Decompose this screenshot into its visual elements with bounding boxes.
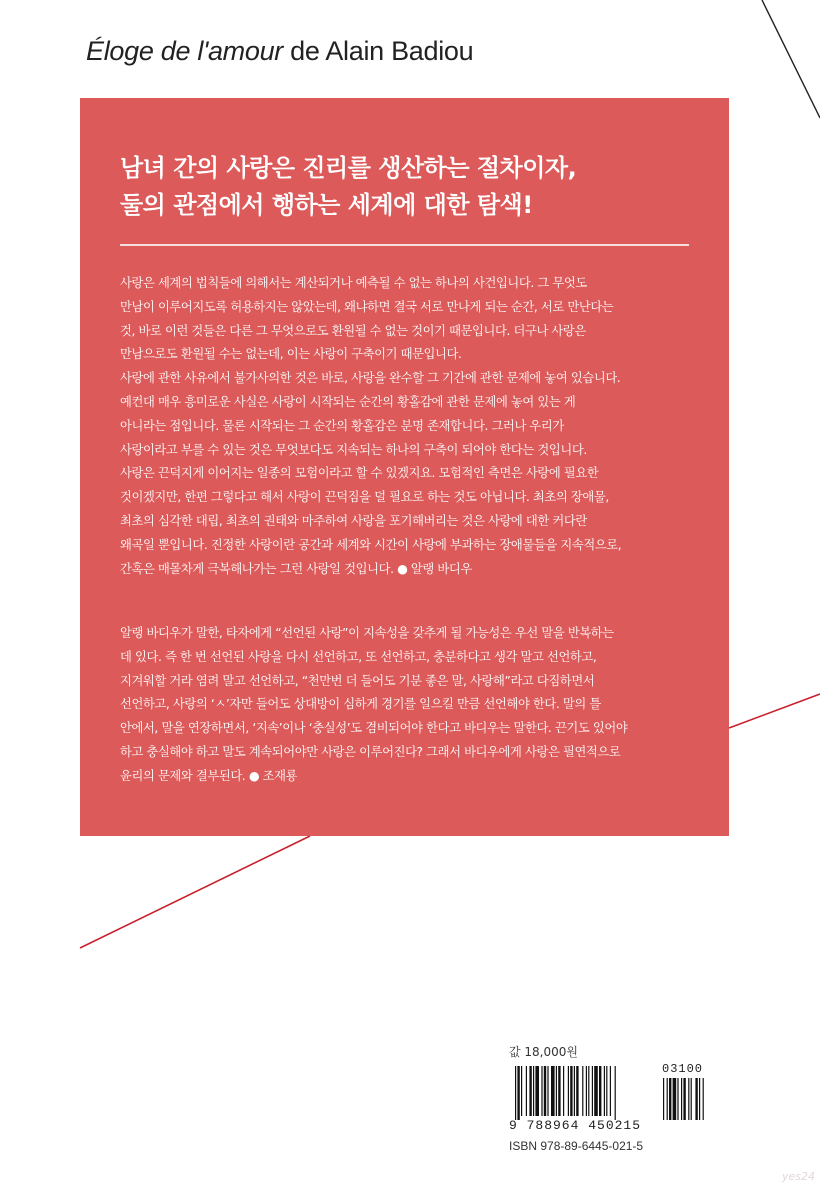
divider-rule [120,244,689,246]
addon-bar [683,1078,685,1120]
text-line: 아니라는 점입니다. 물론 시작되는 그 순간의 황홀감은 분명 존재합니다. 그러나 우리가 [120,418,564,433]
text-line: 예컨대 매우 흥미로운 사실은 사랑이 시작되는 순간의 황홀감에 관한 문제에 놓여 있는 게 [120,394,576,409]
text-line: 왜곡일 뿐입니다. 진정한 사랑이란 공간과 세계와 시간이 사랑에 부과하는 장애물들을 지속적으로, [120,537,622,552]
addon-bar [703,1078,704,1120]
barcode-bar [568,1066,569,1116]
addon-bar [663,1078,664,1120]
quote-badiou [120,272,693,581]
headline [120,150,576,224]
headline-line: 남녀 간의 사랑은 진리를 생산하는 절차이자, [120,154,577,182]
barcode-bar [586,1066,587,1116]
text-line: 만남으로도 환원될 수는 없는데, 이는 사랑이 구축이기 때문입니다. [120,347,462,362]
text-line: 것, 바로 이런 것들은 다른 그 무엇으로도 환원될 수 없는 것이기 때문입니다. 더구나 사랑은 [120,323,586,338]
barcode-bar [582,1066,583,1116]
barcode-bar [558,1066,560,1116]
text-line: 지겨워할 거라 염려 말고 선언하고, “천만번 더 들어도 기분 좋은 말, 사랑해”라고 다짐하면서 [120,673,595,688]
addon-bar [695,1078,697,1120]
addon-bar [677,1078,678,1120]
barcode-bar [563,1066,564,1116]
price-label: 값 18,000원 [509,1045,578,1059]
text-line: 사랑이라고 부를 수 있는 것은 무엇보다도 지속되는 하나의 구축이 되어야 한다는 것입니다. [120,442,587,457]
addon-bar [691,1078,692,1120]
barcode-bar [521,1066,522,1116]
addon-barcode-bars [663,1078,704,1120]
commentary-jojaeryong [120,622,693,789]
barcode-bar [551,1066,555,1116]
barcode-bar [517,1066,519,1120]
barcode-bar [588,1066,589,1116]
barcode-bar [606,1066,607,1116]
addon-bar [673,1078,677,1120]
text-line: 알랭 바디우가 말한, 타자에게 “선언된 사랑”이 지속성을 갖추게 될 가능성은 우선 말을 반복하는 [120,626,614,640]
text-line: 윤리의 문제와 결부된다. ● 조재룡 [120,768,298,783]
addon-number: 03100 [662,1062,704,1076]
barcode-bar [526,1066,527,1116]
headline-line: 둘의 관점에서 행하는 세계에 대한 탐색! [120,191,533,219]
text-line: 안에서, 말을 연장하면서, ‘지속’이나 ‘충실성’도 겸비되어야 한다고 바디우는 말한다. 끈기도 있어야 [120,721,628,736]
addon-bar [699,1078,700,1120]
barcode-bar [592,1066,593,1116]
text-line: 선언하고, 사랑의 ‘ㅅ’자만 들어도 상대방이 심하게 경기를 일으킬 만큼 선언해야 한다. 말의 틀 [120,697,601,712]
red-text-panel [80,98,729,836]
addon-bar [669,1078,671,1120]
text-line: 만남이 이루어지도록 허용하지는 않았는데, 왜냐하면 결국 서로 만나게 되는 순간, 서로 만난다는 [120,299,614,314]
text-line: 것이겠지만, 한편 그렇다고 해서 사랑이 끈덕짐을 덜 필요로 하는 것도 아닙니다. 최초의 장애물, [120,490,609,505]
barcode-bar [574,1066,575,1116]
barcode-bar [556,1066,557,1116]
barcode-bar [610,1066,611,1116]
barcode-bar [541,1066,542,1116]
addon-bar [667,1078,668,1120]
isbn-label: ISBN 978-89-6445-021-5 [509,1139,644,1153]
barcode-bar [535,1066,539,1116]
barcode-bar [544,1066,546,1116]
barcode-bar [529,1066,531,1116]
addon-bar [688,1078,689,1120]
barcode-bar [576,1066,578,1116]
text-line: 최초의 심각한 대립, 최초의 권태와 마주하여 사랑을 포기해버리는 것은 사랑에 대한 커다란 [120,513,587,528]
text-line: 하고 충실해야 하고 말도 계속되어야만 사랑은 이루어진다? 그래서 바디우에게 사랑은 필연적으로 [120,744,621,759]
text-line: 데 있다. 즉 한 번 선언된 사랑을 다시 선언하고, 또 선언하고, 충분하다고 생각 말고 선언하고, [120,649,597,664]
text-line: 간혹은 매몰차게 극복해나가는 그런 사랑일 것입니다. ● 알랭 바디우 [120,561,472,576]
barcode-bar [570,1066,572,1116]
barcode-number: 9 788964 450215 [509,1118,642,1133]
barcode-bar [594,1066,598,1116]
book-title-italic: Éloge de l'amour [86,36,283,66]
barcode-bar [599,1066,601,1116]
book-title-author: de Alain Badiou [282,36,474,66]
barcode-bar [604,1066,605,1116]
addon-bar [681,1078,682,1120]
text-line: 사랑은 세계의 법칙들에 의해서는 계산되거나 예측될 수 없는 하나의 사건입니다. 그 무엇도 [120,276,587,290]
barcode-bar [615,1066,616,1120]
barcode-bar [515,1066,516,1120]
text-line: 사랑에 관한 사유에서 불가사의한 것은 바로, 사랑을 완수할 그 기간에 관한 문제에 놓여 있습니다. [120,371,621,386]
barcode-bar [533,1066,534,1116]
barcode-bars [515,1066,616,1120]
text-line: 사랑은 끈덕지게 이어지는 일종의 모험이라고 할 수 있겠지요. 모험적인 측면은 사랑에 필요한 [120,466,599,481]
barcode-bar [547,1066,548,1116]
watermark: yes24 [782,1170,816,1183]
book-title [86,36,473,67]
